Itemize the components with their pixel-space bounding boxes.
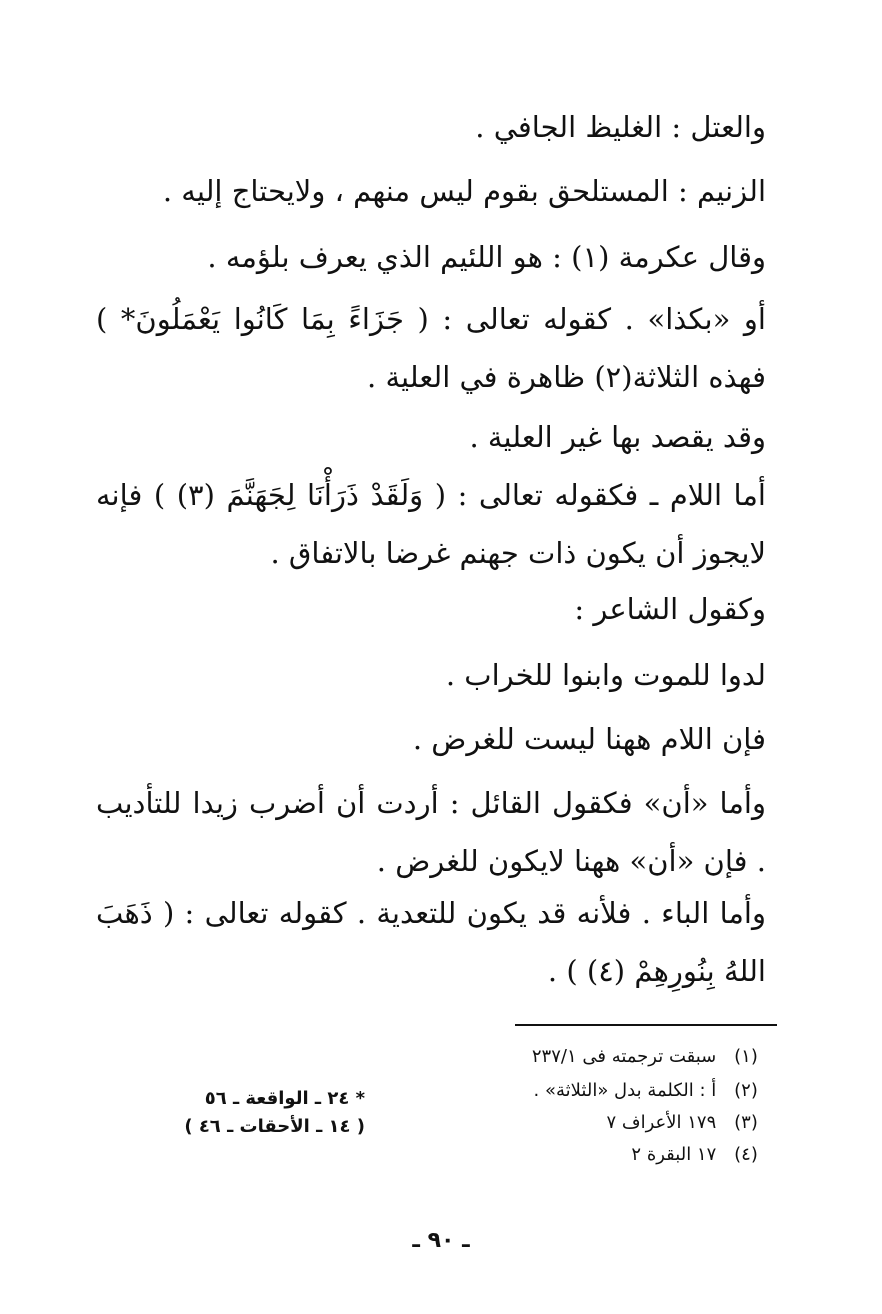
footnote-1: [440, 1044, 770, 1069]
paragraph-1: والعتل : الغليظ الجافي .: [475, 110, 766, 144]
paragraph-9: فإن اللام ههنا ليست للغرض .: [412, 722, 766, 756]
footnote-number: (٤): [734, 1144, 758, 1165]
footnote-number: (٢): [734, 1080, 758, 1101]
paragraph-4: أو «بكذا» . كقوله تعالى : ( جَزَاءً بِمَا كَانُوا يَعْمَلُونَ* ) فهذه الثلاثة(٢) ظاهرة في العلية .: [96, 302, 766, 394]
paragraph-2: الزنيم : المستلحق بقوم ليس منهم ، ولايحتاج إليه .: [162, 174, 766, 208]
paragraph-11: وأما الباء . فلأنه قد يكون للتعدية . كقوله تعالى : ( ذَهَبَ اللهُ بِنُورِهِمْ (٤) ) .: [96, 896, 766, 988]
footnote-separator: [515, 1024, 777, 1026]
verse-line: لدوا للموت وابنوا للخراب .: [445, 658, 766, 692]
footnote-2: [440, 1078, 770, 1103]
footnote-text: سبقت ترجمته فى ٢٣٧/١: [531, 1046, 717, 1067]
paragraph-10: وأما «أن» فكقول القائل : أردت أن أضرب زيدا للتأديب . فإن «أن» ههنا لايكون للغرض .: [96, 786, 766, 878]
paragraph-7: وكقول الشاعر :: [574, 592, 766, 626]
footnote-text: أ : الكلمة بدل «الثلاثة» .: [533, 1080, 717, 1101]
footnote-text: ١٧٩ الأعراف ٧: [606, 1112, 717, 1133]
footnote-3: [440, 1110, 770, 1135]
paragraph-3: وقال عكرمة (١) : هو اللئيم الذي يعرف بلؤمه .: [207, 240, 766, 274]
side-note-quran-ref-2: ( ١٤ ـ الأحقات ـ ٤٦ ): [184, 1116, 365, 1137]
footnote-4: [440, 1142, 770, 1167]
paragraph-6: أما اللام ـ فكقوله تعالى : ( وَلَقَدْ ذَرَأْنَا لِجَهَنَّمَ (٣) ) فإنه لايجوز أن يكون ذات جهنم غرضا بالاتفاق .: [96, 478, 766, 570]
paragraph-5: وقد يقصد بها غير العلية .: [469, 420, 766, 454]
footnote-number: (٣): [734, 1112, 758, 1133]
side-note-quran-ref-1: * ٢٤ ـ الواقعة ـ ٥٦: [204, 1088, 365, 1109]
page-number: ـ ٩٠ ـ: [412, 1228, 470, 1253]
footnote-number: (١): [734, 1046, 758, 1067]
footnote-text: ١٧ البقرة ٢: [631, 1144, 717, 1165]
